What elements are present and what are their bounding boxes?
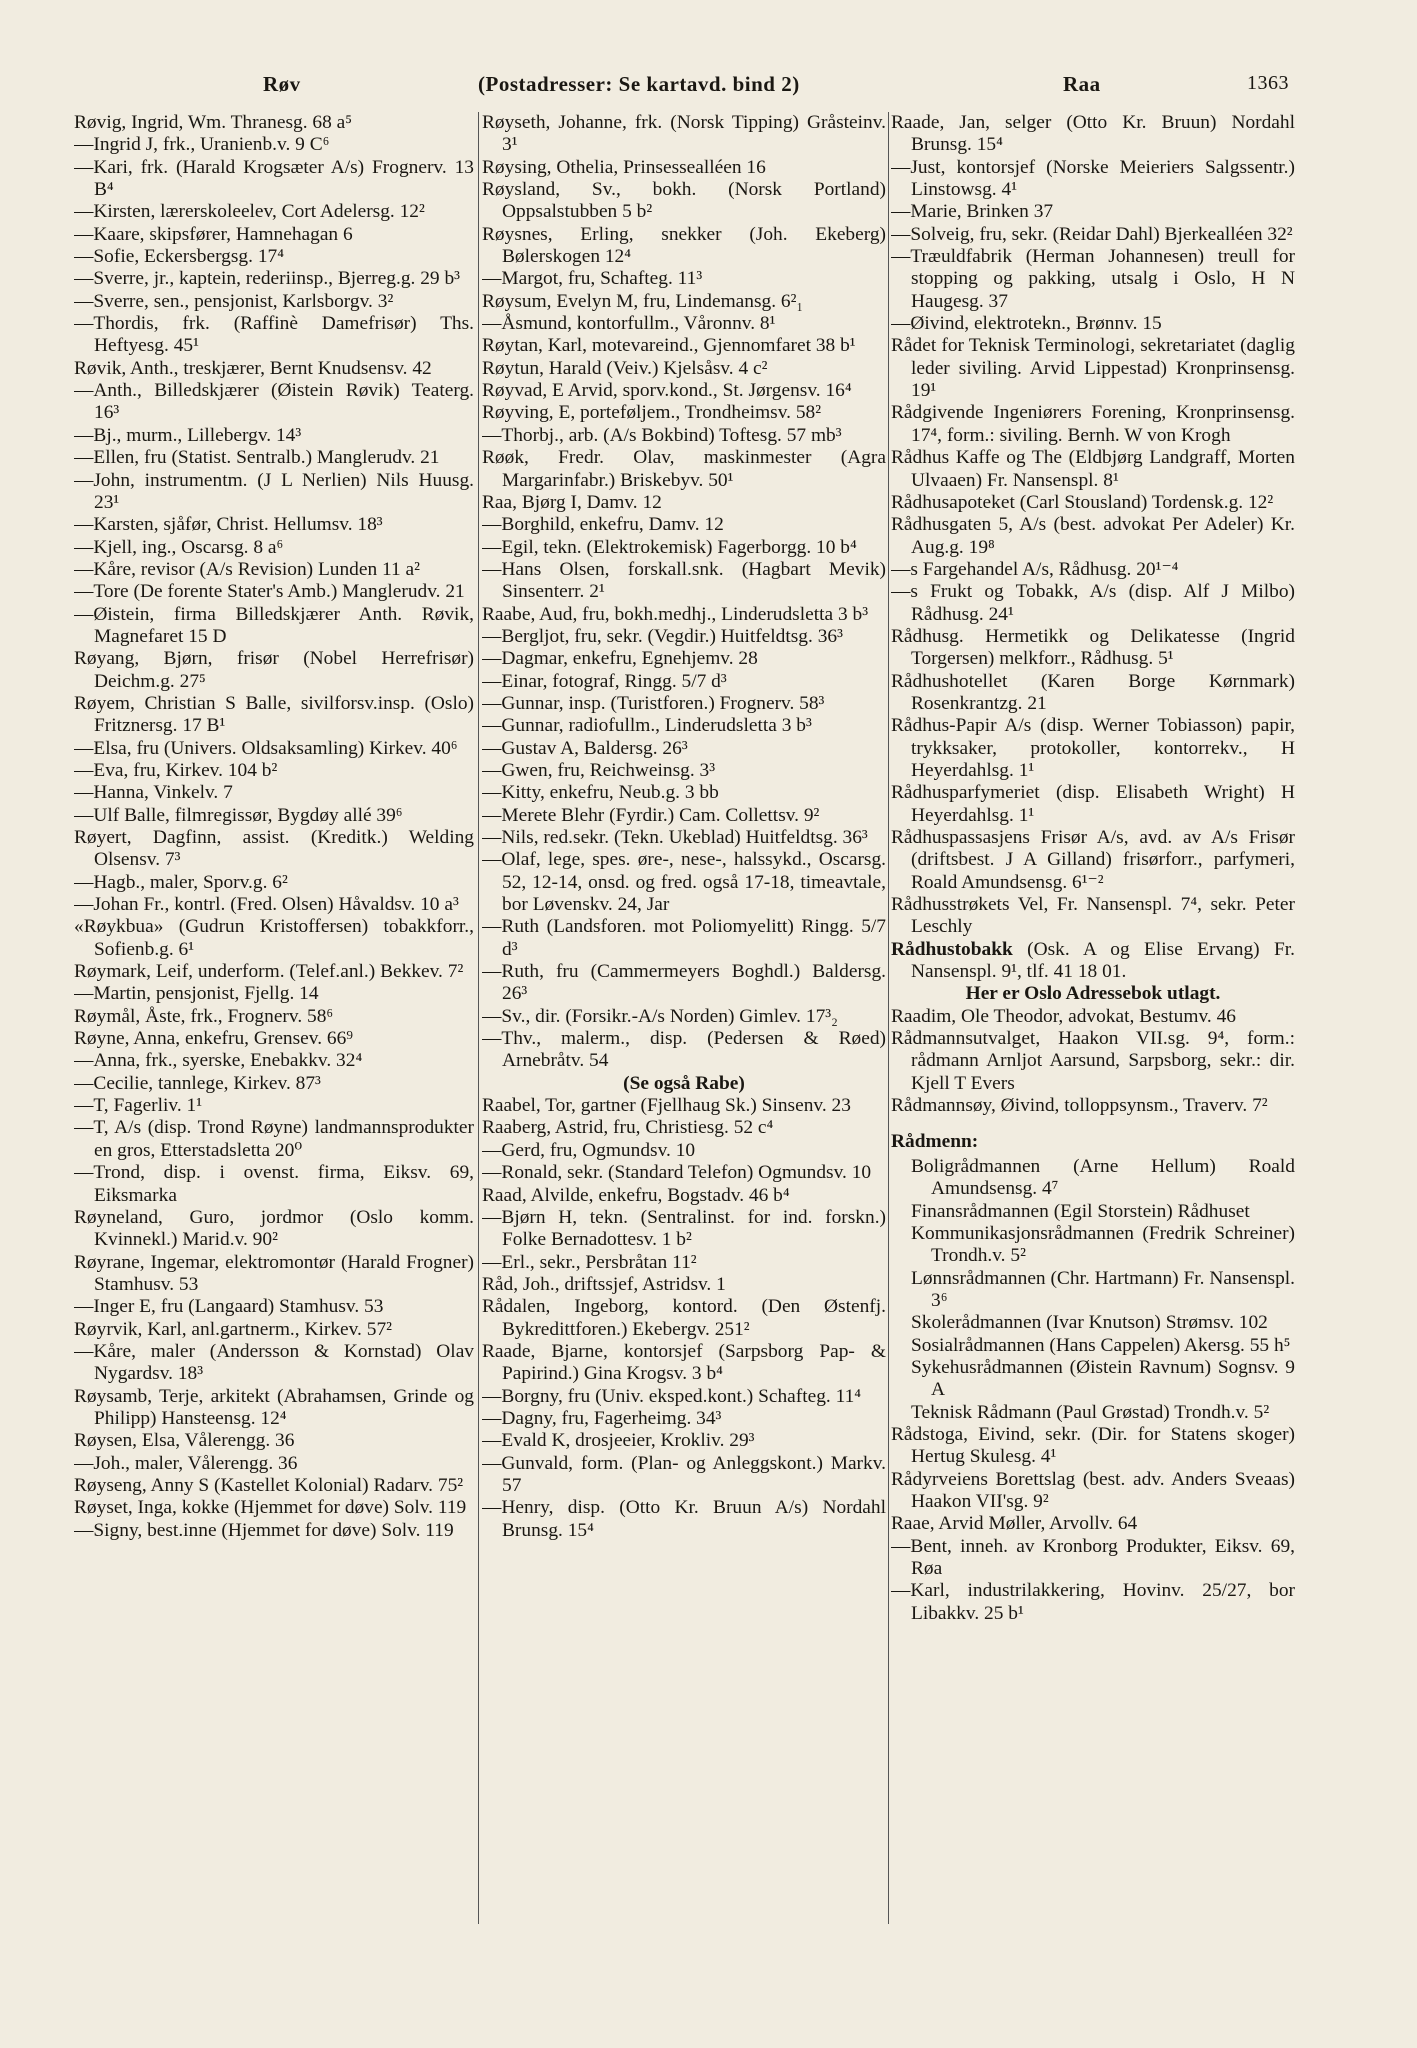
- directory-entry: —Joh., maler, Vålerengg. 36: [74, 1452, 298, 1474]
- directory-entry: Rådhus Kaffe og The (Eldbjørg Landgraff, Morten Ulvaaen) Fr. Nansenspl. 8¹: [891, 447, 1295, 491]
- directory-entry: —Merete Blehr (Fyrdir.) Cam. Collettsv. 9²: [482, 804, 820, 826]
- directory-entry: —Olaf, lege, spes. øre-, nese-, halssykd., Oscarsg. 52, 12-14, onsd. og fred. også 17-18, timeavtale, bor Løvenskv. 24, Jar: [482, 849, 886, 916]
- directory-entry: —Nils, red.sekr. (Tekn. Ukeblad) Huitfeldtsg. 36³: [482, 827, 868, 848]
- directory-entry: Raade, Jan, selger (Otto Kr. Bruun) Nordahl Brunsg. 15⁴: [891, 112, 1295, 156]
- directory-entry: —Bergljot, fru, sekr. (Vegdir.) Huitfeldtsg. 36³: [482, 625, 843, 647]
- directory-entry: Rådhus-Papir A/s (disp. Werner Tobiasson) papir, trykksaker, protokoller, kontorrekv., H Heyerdahlsg. 1¹: [891, 715, 1295, 781]
- directory-entry: Røvig, Ingrid, Wm. Thranesg. 68 a⁵: [74, 112, 353, 133]
- directory-entry: Røysing, Othelia, Prinsessealléen 16: [482, 156, 766, 178]
- directory-entry: Kommunikasjonsrådmannen (Fredrik Schreiner) Trondh.v. 5²: [911, 1222, 1295, 1267]
- directory-entry: —Bent, inneh. av Kronborg Produkter, Eiksv. 69, Røa: [891, 1535, 1295, 1579]
- directory-entry: —Dagny, fru, Fagerheimg. 34³: [482, 1407, 722, 1429]
- directory-entry: Røyrane, Ingemar, elektromontør (Harald Frogner) Stamhusv. 53: [74, 1251, 474, 1295]
- directory-entry: Røøk, Fredr. Olav, maskinmester (Agra Margarinfabr.) Briskebyv. 50¹: [482, 447, 886, 491]
- directory-entry: —Ruth (Landsforen. mot Poliomyelitt) Ringg. 5/7 d³: [482, 916, 886, 960]
- directory-entry: Røymark, Leif, underform. (Telef.anl.) Bekkev. 7²: [74, 961, 464, 983]
- directory-entry: Røyset, Inga, kokke (Hjemmet for døve) Solv. 119: [74, 1497, 467, 1519]
- directory-entry: Lønnsrådmannen (Chr. Hartmann) Fr. Nansenspl. 3⁶: [911, 1267, 1295, 1311]
- directory-entry: —Kjell, ing., Oscarsg. 8 a⁶: [74, 536, 284, 558]
- directory-entry: —Dagmar, enkefru, Egnehjemv. 28: [482, 648, 758, 670]
- directory-entry: —Kåre, revisor (A/s Revision) Lunden 11 a²: [74, 558, 420, 580]
- directory-entry: —Åsmund, kontorfullm., Våronnv. 8¹: [482, 313, 776, 335]
- directory-entry: —Gustav A, Baldersg. 26³: [482, 737, 688, 759]
- directory-entry: Finansrådmannen (Egil Storstein) Rådhuset: [911, 1200, 1250, 1222]
- directory-entry: Rådmannsutvalget, Haakon VII.sg. 9⁴, form.: rådmann Arnljot Aarsund, Sarpsborg, sekr.: dir. Kjell T Evers: [891, 1028, 1295, 1094]
- column-divider: [478, 112, 479, 1924]
- directory-entry: —Einar, fotograf, Ringg. 5/7 d³: [482, 670, 727, 692]
- directory-entry: Rådhusstrøkets Vel, Fr. Nansenspl. 7⁴, sekr. Peter Leschly: [891, 894, 1295, 938]
- directory-entry: —Borgny, fru (Univ. eksped.kont.) Schafteg. 11⁴: [482, 1385, 862, 1407]
- column-divider: [888, 112, 889, 1924]
- directory-entry: Røyving, E, porteføljem., Trondheimsv. 58²: [482, 402, 822, 424]
- directory-entry: —Kitty, enkefru, Neub.g. 3 bb: [482, 782, 719, 804]
- directory-entry: —Øivind, elektrotekn., Brønnv. 15: [891, 313, 1162, 335]
- directory-column-3: [891, 112, 1295, 2012]
- directory-entry: —Thv., malerm., disp. (Pedersen & Røed) Arnebråtv. 54: [482, 1028, 886, 1072]
- page-header: [0, 72, 1417, 104]
- directory-column-1: [74, 112, 474, 2012]
- section-heading: Rådmenn:: [891, 1131, 979, 1153]
- directory-entry: —Kåre, maler (Andersson & Kornstad) Olav Nygardsv. 18³: [74, 1340, 474, 1385]
- directory-entry: —Cecilie, tannlege, Kirkev. 87³: [74, 1072, 321, 1094]
- directory-entry: Rådhuspassasjens Frisør A/s, avd. av A/s Frisør (driftsbest. J A Gilland) frisørforr., parfymeri, Roald Amundsensg. 6¹⁻²: [891, 827, 1295, 893]
- directory-entry: —Sofie, Eckersbergsg. 17⁴: [74, 246, 284, 268]
- directory-entry: —Johan Fr., kontrl. (Fred. Olsen) Håvaldsv. 10 a³: [74, 894, 459, 916]
- directory-entry: —Bj., murm., Lillebergv. 14³: [74, 424, 302, 446]
- page-number: 1363: [1247, 72, 1289, 94]
- directory-entry: Rådgivende Ingeniørers Forening, Kronprinsensg. 17⁴, form.: siviling. Bernh. W von Krogh: [891, 402, 1295, 446]
- directory-entry: Røyvad, E Arvid, sporv.kond., St. Jørgensv. 16⁴: [482, 380, 852, 402]
- directory-entry: Rådyrveiens Borettslag (best. adv. Anders Sveaas) Haakon VII'sg. 9²: [891, 1468, 1295, 1512]
- directory-entry: —Træuldfabrik (Herman Johannesen) treull for stopping og pakking, utsalg i Oslo, H N Haugesg. 37: [891, 246, 1295, 312]
- directory-entry: Rådhusapoteket (Carl Stousland) Tordensk.g. 12²: [891, 491, 1274, 513]
- directory-entry: —Egil, tekn. (Elektrokemisk) Fagerborgg. 10 b⁴: [482, 536, 857, 558]
- directory-entry: Rådmannsøy, Øivind, tolloppsynsm., Traverv. 7²: [891, 1095, 1268, 1117]
- directory-entry: —Sv., dir. (Forsikr.-A/s Norden) Gimlev. 17³₂: [482, 1005, 838, 1027]
- directory-entry: Rådhusgaten 5, A/s (best. advokat Per Adeler) Kr. Aug.g. 19⁸: [891, 514, 1295, 558]
- directory-entry: —Elsa, fru (Univers. Oldsaksamling) Kirkev. 40⁶: [74, 737, 458, 759]
- directory-entry: —Eva, fru, Kirkev. 104 b²: [74, 759, 278, 781]
- directory-entry: Røyneland, Guro, jordmor (Oslo komm. Kvinnekl.) Marid.v. 90²: [74, 1206, 474, 1251]
- directory-entry: Her er Oslo Adressebok utlagt.: [965, 983, 1221, 1005]
- directory-entry: —Henry, disp. (Otto Kr. Bruun A/s) Nordahl Brunsg. 15⁴: [482, 1497, 886, 1541]
- directory-entry: —Erl., sekr., Persbråtan 11²: [482, 1251, 697, 1273]
- directory-entry: Røysamb, Terje, arkitekt (Abrahamsen, Grinde og Philipp) Hansteensg. 12⁴: [74, 1385, 474, 1429]
- directory-entry: —T, A/s (disp. Trond Røyne) landmannsprodukter en gros, Etterstadsletta 20⁰: [74, 1117, 474, 1161]
- directory-entry: —Signy, best.inne (Hjemmet for døve) Solv. 119: [74, 1519, 454, 1541]
- directory-entry: —Gwen, fru, Reichweinsg. 3³: [482, 759, 716, 781]
- directory-entry: Rådhustobakk (Osk. A og Elise Ervang) Fr. Nansenspl. 9¹, tlf. 41 18 01.: [891, 938, 1295, 983]
- directory-entry: —Just, kontorsjef (Norske Meieriers Salgssentr.) Linstowsg. 4¹: [891, 156, 1295, 201]
- header-left-guide-word: Røv: [263, 72, 301, 96]
- directory-entry: Rådhushotellet (Karen Borge Kørnmark) Rosenkrantzg. 21: [891, 670, 1295, 714]
- directory-entry: Sosialrådmannen (Hans Cappelen) Akersg. 55 h⁵: [911, 1334, 1291, 1356]
- directory-entry: Raae, Arvid Møller, Arvollv. 64: [891, 1513, 1138, 1535]
- directory-entry: —Bjørn H, tekn. (Sentralinst. for ind. forskn.) Folke Bernadottesv. 1 b²: [482, 1206, 886, 1251]
- directory-entry: —Ellen, fru (Statist. Sentralb.) Manglerudv. 21: [74, 447, 440, 469]
- directory-entry: «Røykbua» (Gudrun Kristoffersen) tobakkforr., Sofienb.g. 6¹: [74, 916, 474, 960]
- directory-entry: —Hanna, Vinkelv. 7: [74, 782, 233, 804]
- directory-entry: —Ronald, sekr. (Standard Telefon) Ogmundsv. 10: [482, 1162, 872, 1184]
- directory-entry: Rådhusg. Hermetikk og Delikatesse (Ingrid Torgersen) melkforr., Rådhusg. 5¹: [891, 625, 1295, 670]
- directory-entry: —Solveig, fru, sekr. (Reidar Dahl) Bjerkealléen 32²: [891, 223, 1293, 245]
- directory-entry: Røyseng, Anny S (Kastellet Kolonial) Radarv. 75²: [74, 1474, 464, 1496]
- directory-entry: —Tore (De forente Stater's Amb.) Manglerudv. 21: [74, 581, 465, 603]
- directory-entry: —Borghild, enkefru, Damv. 12: [482, 514, 724, 536]
- directory-entry: —s Fargehandel A/s, Rådhusg. 20¹⁻⁴: [891, 558, 1179, 580]
- directory-entry: Røvik, Anth., treskjærer, Bernt Knudsensv. 42: [74, 357, 432, 379]
- directory-entry: Raabe, Aud, fru, bokh.medhj., Linderudsletta 3 b³: [482, 603, 869, 625]
- directory-entry: —Karsten, sjåfør, Christ. Hellumsv. 18³: [74, 514, 383, 536]
- directory-entry: —Kari, frk. (Harald Krogsæter A/s) Frognerv. 13 B⁴: [74, 156, 474, 201]
- directory-entry: Røysum, Evelyn M, fru, Lindemansg. 6²₁: [482, 290, 804, 312]
- directory-entry: —Kirsten, lærerskoleelev, Cort Adelersg. 12²: [74, 201, 425, 223]
- directory-entry: Røysnes, Erling, snekker (Joh. Ekeberg) Bølerskogen 12⁴: [482, 223, 886, 268]
- directory-entry: Boligrådmannen (Arne Hellum) Roald Amundsensg. 4⁷: [911, 1155, 1295, 1200]
- directory-entry: —Trond, disp. i ovenst. firma, Eiksv. 69, Eiksmarka: [74, 1162, 474, 1206]
- directory-entry: —Margot, fru, Schafteg. 11³: [482, 268, 703, 290]
- directory-entry: —Anna, frk., syerske, Enebakkv. 32⁴: [74, 1050, 363, 1072]
- directory-entry: —Thorbj., arb. (A/s Bokbind) Toftesg. 57 mb³: [482, 424, 842, 446]
- directory-entry: Rådhusparfymeriet (disp. Elisabeth Wright) H Heyerdahlsg. 1¹: [891, 782, 1295, 826]
- directory-entry: Røymål, Åste, frk., Frognerv. 58⁶: [74, 1005, 334, 1027]
- directory-entry: —Gerd, fru, Ogmundsv. 10: [482, 1139, 696, 1161]
- directory-entry: —Øistein, firma Billedskjærer Anth. Røvik, Magnefaret 15 D: [74, 603, 474, 647]
- directory-entry: Raabel, Tor, gartner (Fjellhaug Sk.) Sinsenv. 23: [482, 1095, 851, 1117]
- directory-entry: Røysen, Elsa, Vålerengg. 36: [74, 1430, 295, 1452]
- directory-entry: —Anth., Billedskjærer (Øistein Røvik) Teaterg. 16³: [74, 380, 474, 424]
- directory-entry: Røyang, Bjørn, frisør (Nobel Herrefrisør) Deichm.g. 27⁵: [74, 648, 474, 692]
- header-right-guide-word: Raa: [1063, 72, 1101, 96]
- directory-entry: —Ingrid J, frk., Uranienb.v. 9 C⁶: [74, 134, 330, 156]
- directory-entry: Raad, Alvilde, enkefru, Bogstadv. 46 b⁴: [482, 1184, 790, 1206]
- directory-entry: —Marie, Brinken 37: [891, 201, 1054, 223]
- directory-entry: Raade, Bjarne, kontorsjef (Sarpsborg Pap- & Papirind.) Gina Krogsv. 3 b⁴: [482, 1340, 886, 1385]
- directory-column-2: [482, 112, 886, 2012]
- directory-entry: Rådalen, Ingeborg, kontord. (Den Østenfj. Bykredittforen.) Ekebergv. 251²: [482, 1296, 886, 1340]
- directory-entry: —s Frukt og Tobakk, A/s (disp. Alf J Milbo) Rådhusg. 24¹: [891, 581, 1295, 625]
- directory-entry: —Gunvald, form. (Plan- og Anleggskont.) Markv. 57: [482, 1452, 886, 1496]
- directory-entry: Røyem, Christian S Balle, sivilforsv.insp. (Oslo) Fritznersg. 17 B¹: [74, 692, 474, 737]
- directory-entry: —Gunnar, radiofullm., Linderudsletta 3 b³: [482, 715, 812, 737]
- directory-entry: Røyrvik, Karl, anl.gartnerm., Kirkev. 57²: [74, 1318, 392, 1340]
- directory-entry: —Ruth, fru (Cammermeyers Boghdl.) Baldersg. 26³: [482, 961, 886, 1005]
- directory-entry: Raadim, Ole Theodor, advokat, Bestumv. 46: [891, 1005, 1236, 1027]
- directory-entry: —Hagb., maler, Sporv.g. 6²: [74, 871, 288, 893]
- directory-entry: (Se også Rabe): [623, 1072, 745, 1094]
- directory-entry: —Sverre, sen., pensjonist, Karlsborgv. 3²: [74, 290, 394, 312]
- directory-entry: —Kaare, skipsfører, Hamnehagan 6: [74, 223, 353, 245]
- directory-entry: —Sverre, jr., kaptein, rederiinsp., Bjerreg.g. 29 b³: [74, 268, 460, 290]
- directory-entry: Sykehusrådmannen (Øistein Ravnum) Sognsv. 9 A: [911, 1356, 1295, 1401]
- directory-entry: Råd, Joh., driftssjef, Astridsv. 1: [482, 1273, 726, 1295]
- header-postal-note: (Postadresser: Se kartavd. bind 2): [478, 72, 800, 96]
- directory-entry: —Thordis, frk. (Raffinè Damefrisør) Ths. Heftyesg. 45¹: [74, 313, 474, 357]
- directory-entry: Skolerådmannen (Ivar Knutson) Strømsv. 102: [911, 1312, 1268, 1334]
- directory-entry: —Martin, pensjonist, Fjellg. 14: [74, 983, 319, 1005]
- directory-entry: —T, Fagerliv. 1¹: [74, 1095, 203, 1117]
- directory-entry: Raaberg, Astrid, fru, Christiesg. 52 c⁴: [482, 1117, 774, 1139]
- directory-entry: —Evald K, drosjeeier, Krokliv. 29³: [482, 1430, 755, 1452]
- directory-entry: Rådet for Teknisk Terminologi, sekretariatet (daglig leder siviling. Arvid Lippestad) Kronprinsensg. 19¹: [891, 335, 1295, 402]
- directory-entry: —Ulf Balle, filmregissør, Bygdøy allé 39⁶: [74, 804, 403, 826]
- directory-entry: —Inger E, fru (Langaard) Stamhusv. 53: [74, 1296, 384, 1318]
- directory-entry: —Gunnar, insp. (Turistforen.) Frognerv. 58³: [482, 692, 825, 714]
- directory-entry: Røyseth, Johanne, frk. (Norsk Tipping) Gråsteinv. 3¹: [482, 112, 886, 156]
- directory-entry: Teknisk Rådmann (Paul Grøstad) Trondh.v. 5²: [911, 1401, 1270, 1423]
- directory-entry: —Karl, industrilakkering, Hovinv. 25/27, bor Libakkv. 25 b¹: [891, 1580, 1295, 1624]
- directory-entry: —John, instrumentm. (J L Nerlien) Nils Huusg. 23¹: [74, 469, 474, 513]
- directory-entry: Røysland, Sv., bokh. (Norsk Portland) Oppsalstubben 5 b²: [482, 179, 886, 223]
- directory-entry: Røyert, Dagfinn, assist. (Kreditk.) Welding Olsensv. 7³: [74, 827, 474, 871]
- directory-entry: Røytan, Karl, motevareind., Gjennomfaret 38 b¹: [482, 335, 856, 357]
- directory-entry: Rådstoga, Eivind, sekr. (Dir. for Statens skoger) Hertug Skulesg. 4¹: [891, 1423, 1295, 1468]
- directory-entry: Røyne, Anna, enkefru, Grensev. 66⁹: [74, 1028, 354, 1050]
- directory-entry: —Hans Olsen, forskall.snk. (Hagbart Mevik) Sinsenterr. 2¹: [482, 558, 886, 603]
- directory-entry: Raa, Bjørg I, Damv. 12: [482, 491, 662, 513]
- directory-entry: Røytun, Harald (Veiv.) Kjelsåsv. 4 c²: [482, 357, 768, 379]
